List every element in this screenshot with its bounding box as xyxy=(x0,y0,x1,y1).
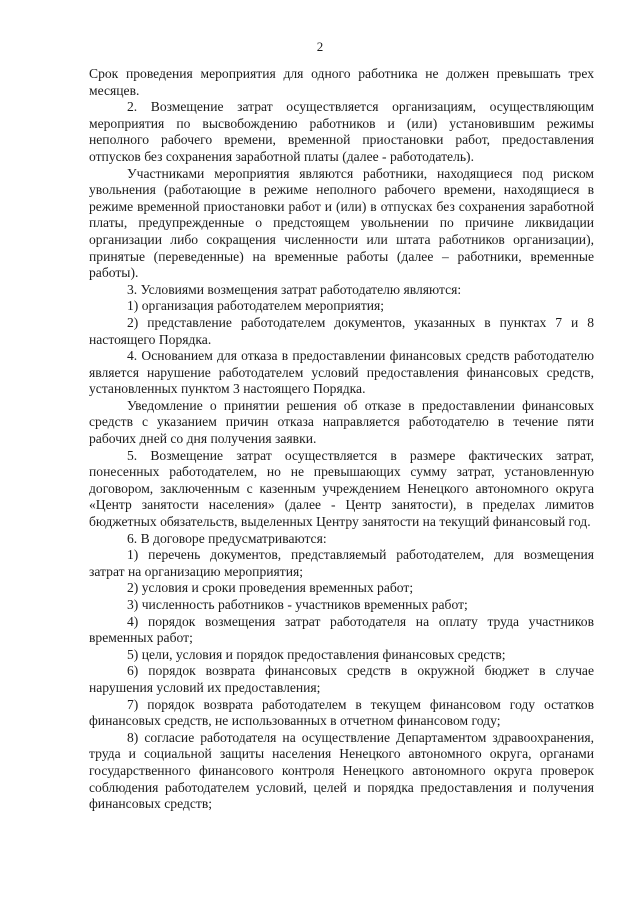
paragraph-item-3-1: 1) организация работодателем мероприятия; xyxy=(127,298,385,314)
paragraph-item-6-1: 1) перечень документов, представляемый работодателем, для возмещения затрат на организацию мероприятия; xyxy=(89,547,594,579)
page-number: 2 xyxy=(316,39,324,54)
paragraph-item-6-3: 3) численность работников - участников временных работ; xyxy=(127,597,468,612)
paragraph-term-continuation: Срок проведения мероприятия для одного работника не должен превышать трех месяцев. xyxy=(89,66,594,98)
paragraph-participants: Участниками мероприятия являются работники, находящиеся под риском увольнения (работающие в режиме неполного рабочего времени, находящиеся в режиме временной приостановки работ и (или) в отпусках без сохранения заработной платы, предупрежденные о предстоящем увольнении по причине ликвидации организации либо сокращения численности или штата работников организации), принятые (переведенные) на временные работы (далее – работники, временные работы). xyxy=(89,165,594,281)
paragraph-item-2: 2. Возмещение затрат осуществляется организациям, осуществляющим мероприятия по высвобождению работников и (или) установившим режимы неполного рабочего времени, временной приостановки работ, предоставления отпусков без сохранения заработной платы (далее - работодатель). xyxy=(89,99,594,164)
paragraph-refusal-notice: Уведомление о принятии решения об отказе в предоставлении финансовых средств с указанием причин отказа направляется работодателю в течение пяти рабочих дней со дня получения заявки. xyxy=(89,397,594,447)
paragraph-item-6-4: 4) порядок возмещения затрат работодателя на оплату труда участников временных работ; xyxy=(89,613,594,646)
paragraph-item-4: 4. Основанием для отказа в предоставлении финансовых средств работодателю является нарушение работодателем условий предоставления финансовых средств, установленных пунктом 3 настоящего Порядка. xyxy=(89,348,594,397)
paragraph-item-6-6: 6) порядок возврата финансовых средств в окружной бюджет в случае нарушения условий их предоставления; xyxy=(89,663,594,695)
paragraph-item-3-2: 2) представление работодателем документов, указанных в пунктах 7 и 8 настоящего Порядка. xyxy=(89,314,594,347)
paragraph-item-6-7: 7) порядок возврата работодателем в текущем финансовом году остатков финансовых средств, не использованных в отчетном финансовом году; xyxy=(89,696,594,729)
document-body xyxy=(89,66,594,813)
paragraph-item-6-2: 2) условия и сроки проведения временных работ; xyxy=(127,580,414,596)
paragraph-item-6-8: 8) согласие работодателя на осуществление Департаментом здравоохранения, труда и социальной защиты населения Ненецкого автономного округа, органами государственного финансового контроля Ненецкого автономного округа проверок соблюдения работодателем условий, целей и порядка предоставления и получения финансовых средств; xyxy=(89,729,594,812)
paragraph-item-6-5: 5) цели, условия и порядок предоставления финансовых средств; xyxy=(127,646,506,662)
paragraph-item-3: 3. Условиями возмещения затрат работодателю являются: xyxy=(127,281,462,297)
paragraph-item-6: 6. В договоре предусматриваются: xyxy=(127,530,327,546)
paragraph-item-5: 5. Возмещение затрат осуществляется в размере фактических затрат, понесенных работодателем, но не превышающих сумму затрат, установленную договором, заключенным с казенным учреждением Ненецкого автономного округа «Центр занятости населения» (далее - Центр занятости), в пределах лимитов бюджетных обязательств, выделенных Центру занятости на текущий финансовый год. xyxy=(89,447,594,530)
